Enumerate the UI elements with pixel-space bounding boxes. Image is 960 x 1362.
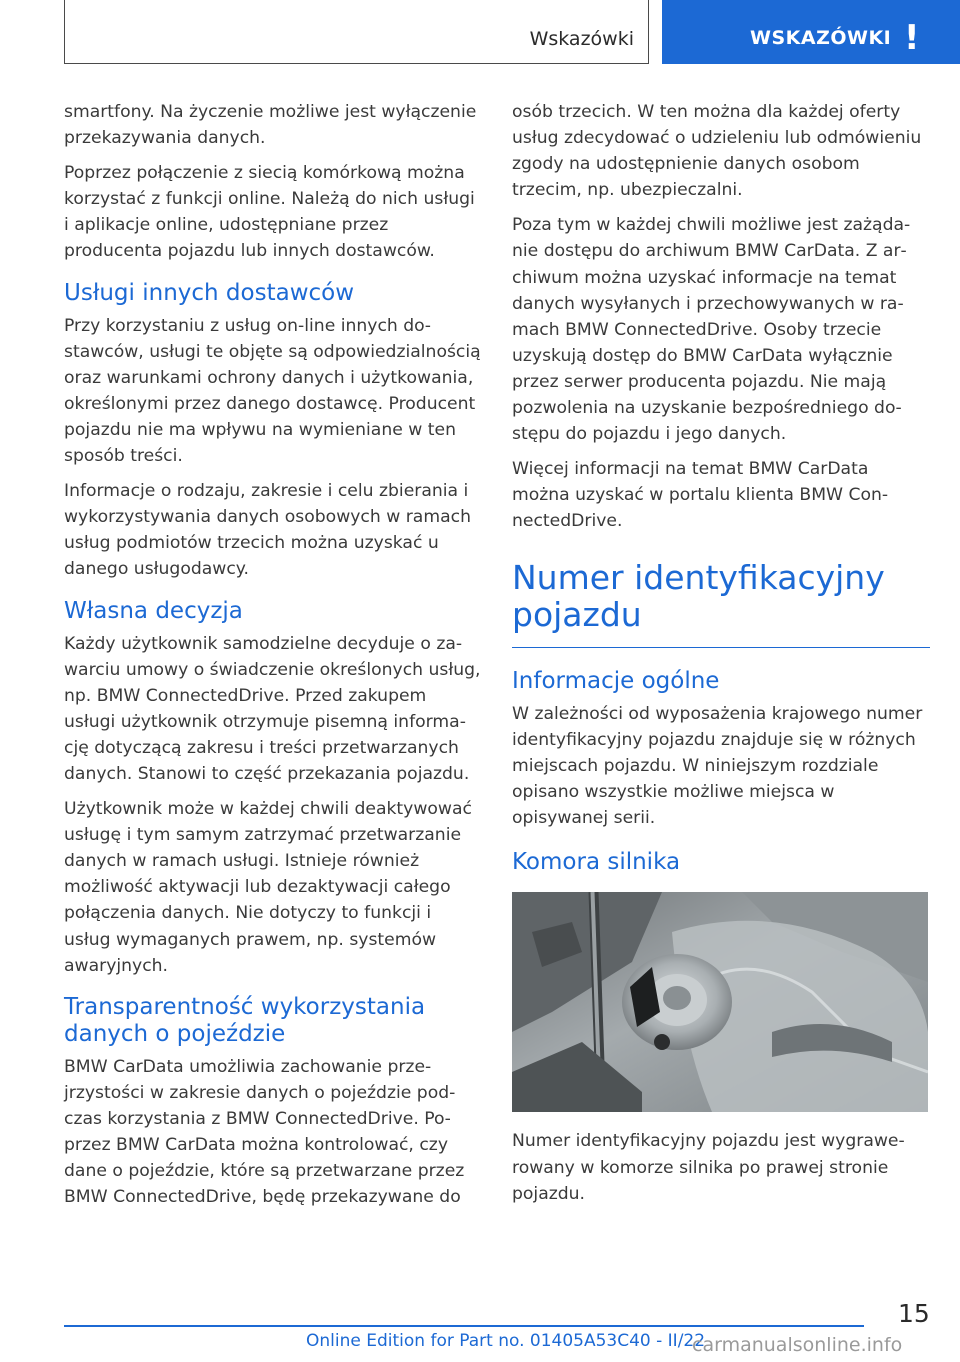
paragraph: Więcej informacji na temat BMW CarData można uzyskać w portalu klienta BMW ConnectedDrive.	[512, 459, 889, 532]
section-heading-engine: Komora silnika	[512, 849, 681, 876]
paragraph: Poprzez połączenie z siecią komórkową można korzystać z funkcji online. Należą do nich usługi i aplikacje online, udostępniane przez producenta pojazdu lub innych dostawców.	[64, 163, 475, 262]
paragraph: W zależności od wyposażenia krajowego numer identyfikacyjny pojazdu znajduje się w różnych miejscach pojazdu. W niniejszym rozdziale opisano wszystkie możliwe miejsca w opisywanej serii.	[512, 704, 923, 829]
header-section-tab	[64, 0, 649, 64]
section-heading-general: Informacje ogólne	[512, 668, 720, 694]
section-heading-decision: Własna decyzja	[64, 597, 243, 624]
chapter-heading-vin: Numer identyfikacyjny pojazdu	[512, 557, 885, 634]
section-heading-services: Usługi innych dostawców	[64, 279, 355, 306]
header-chapter-label: WSKAZÓWKI	[750, 27, 892, 49]
paragraph: BMW CarData umożliwia zachowanie przejrzystości w zakresie danych o pojeździe podczas korzystania z BMW ConnectedDrive. Poprzez BMW CarData można kontrolować, czy dane o pojeździe, które są przetwarzane przez BMW ConnectedDrive, będę przekazywane do	[64, 1056, 465, 1208]
paragraph: Użytkownik może w każdej chwili deaktywować usługę i tym samym zatrzymać przetwarzanie danych w ramach usługi. Istnieje również możliwość aktywacji lub dezaktywacji całego połączenia danych. Nie dotyczy to funkcji i usług wymaganych prawem, np. systemów awaryjnych.	[64, 799, 472, 976]
watermark: carmanualsonline.info	[692, 1334, 903, 1356]
right-column	[512, 99, 930, 1216]
paragraph: Każdy użytkownik samodzielne decyduje o zawarciu umowy o świadczenie określonych usług, np. BMW ConnectedDrive. Przed zakupem usługi użytkownik otrzymuje pisemną informację dotyczącą zakresu i treści przetwarzanych danych. Stanowi to część przekazania pojazdu.	[64, 633, 481, 784]
exclamation-icon: !	[904, 18, 920, 58]
paragraph: Przy korzystaniu z usług on-line innych dostawców, usługi te objęte są odpowiedzialnością oraz warunkami ochrony danych i użytkowania, określonymi przez danego dostawcę. Producent pojazdu nie ma wpływu na wymieniane w ten sposób treści.	[64, 315, 481, 467]
heading-divider	[512, 647, 930, 649]
left-column	[64, 99, 482, 1219]
header-chapter-tab	[662, 0, 960, 64]
footer-edition: Online Edition for Part no. 01405A53C40 - II/22	[306, 1331, 706, 1351]
paragraph: osób trzecich. W ten można dla każdej oferty usług zdecydować o udzieleniu lub odmówieniu zgody na udostępnienie danych osobom trzecim, np. ubezpieczalni.	[512, 102, 922, 201]
footer-divider	[64, 1325, 864, 1327]
page-number: 15	[898, 1299, 930, 1328]
photo-caption: Numer identyfikacyjny pojazdu jest wygrawerowany w komorze silnika po prawej stronie pojazdu.	[512, 1131, 905, 1204]
header-section-label: Wskazówki	[529, 28, 634, 50]
engine-compartment-photo	[512, 892, 928, 1112]
paragraph: smartfony. Na życzenie możliwe jest wyłączenie przekazywania danych.	[64, 102, 477, 149]
paragraph: Poza tym w każdej chwili możliwe jest zażądanie dostępu do archiwum BMW CarData. Z archiwum można uzyskać informacje na temat danych wysyłanych i przechowywanych w ramach BMW ConnectedDrive. Osoby trzecie uzyskują dostęp do BMW CarData wyłącznie przez serwer producenta pojazdu. Nie mają pozwolenia na uzyskanie bezpośredniego dostępu do pojazdu i jego danych.	[512, 215, 911, 445]
paragraph: Informacje o rodzaju, zakresie i celu zbierania i wykorzystywania danych osobowych w ramach usług podmiotów trzecich można uzyskać u danego usługodawcy.	[64, 481, 471, 580]
section-heading-transparency: Transparentność wykorzystania danych o pojeździe	[64, 993, 426, 1047]
